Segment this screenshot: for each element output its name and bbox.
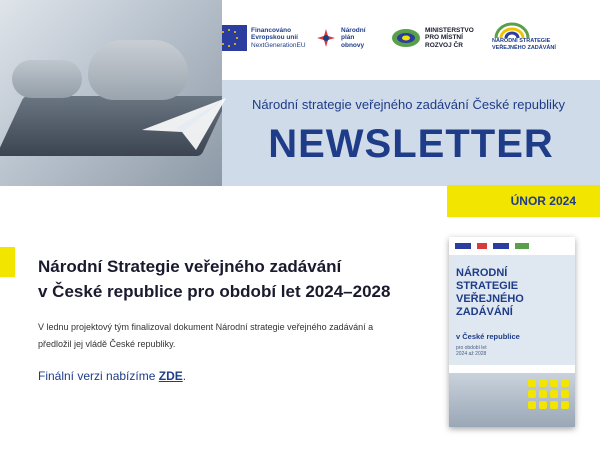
nsvz-logo	[492, 22, 556, 54]
mmr-emblem-icon	[391, 27, 421, 49]
hand-shape	[88, 40, 188, 100]
cover-subtitle: v České republice	[456, 332, 520, 341]
laptop-photo	[0, 0, 222, 186]
eu-funding-logo	[211, 22, 306, 54]
npo-logo	[315, 22, 366, 54]
cover-title: NÁRODNÍ STRATEGIE VEŘEJNÉHO ZADÁVÁNÍ	[456, 267, 524, 318]
mmr-logo	[391, 22, 474, 54]
issue-date: ÚNOR 2024	[447, 185, 600, 217]
eu-logo-text: Financováno Evropskou unií NextGenerationEU	[251, 26, 306, 49]
cta-text: Finální verzi nabízíme ZDE.	[38, 369, 187, 383]
cover-logos	[449, 237, 575, 255]
nsvz-logo-text: NÁRODNÍ STRATEGIE VEŘEJNÉHO ZADÁVÁNÍ	[492, 38, 556, 51]
newsletter-subtitle: Národní strategie veřejného zadávání České republiky	[252, 97, 565, 112]
hand-shape	[12, 60, 82, 98]
article-body: V lednu projektový tým finalizoval dokument Národní strategie veřejného zadávání a předložil jej vládě České republiky.	[38, 322, 374, 349]
article-title: Národní Strategie veřejného zadávání v České republice pro období let 2024–2028	[38, 257, 391, 301]
npo-star-icon	[315, 27, 337, 49]
nsvz-arc-icon	[492, 22, 532, 38]
npo-logo-text: Národní plán obnovy	[341, 26, 366, 49]
accent-marker	[0, 247, 15, 277]
mmr-logo-text: MINISTERSTVO PRO MÍSTNÍ ROZVOJ ČR	[425, 26, 474, 49]
cover-icon-grid	[528, 379, 569, 409]
strategy-cover-thumbnail[interactable]	[449, 237, 575, 427]
download-link[interactable]: ZDE	[158, 369, 183, 383]
cover-period: pro období let 2024 až 2028	[456, 345, 487, 357]
newsletter-title: NEWSLETTER	[268, 122, 554, 166]
cover-icons-area	[449, 373, 575, 427]
